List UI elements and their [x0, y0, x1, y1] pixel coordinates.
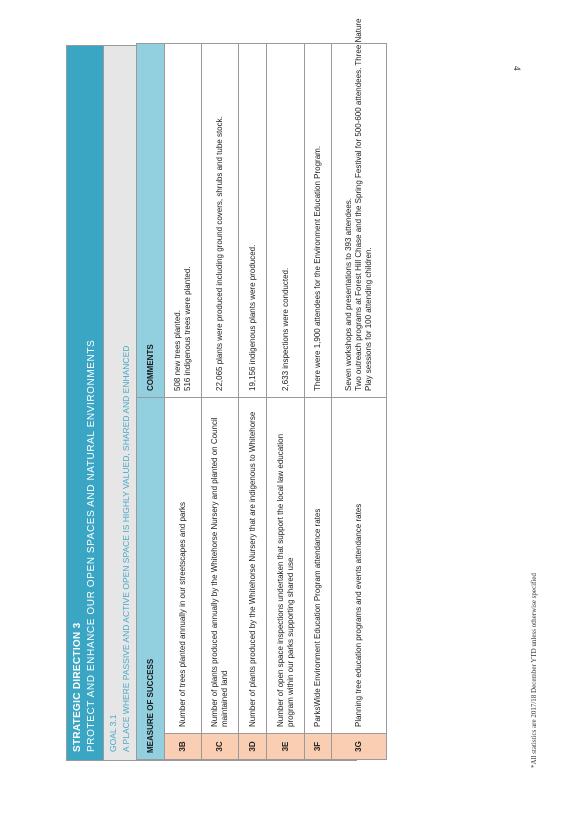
- comment-line: 516 indigenous trees were planted.: [183, 266, 192, 391]
- comment-line: 508 new trees planted.: [173, 310, 182, 391]
- strategic-direction-title: STRATEGIC DIRECTION 3: [72, 622, 83, 752]
- comment-line: Play sessions for 100 attending children.: [364, 247, 373, 391]
- table-row: [305, 43, 332, 759]
- table-row: [165, 43, 202, 759]
- page-number: 4: [512, 66, 522, 71]
- row-id: 3C: [202, 734, 239, 760]
- comment-line: 19,156 indigenous plants were produced.: [247, 244, 257, 391]
- goal-title: GOAL 3.1: [108, 714, 118, 752]
- table-row: [332, 43, 387, 759]
- row-id: 3E: [267, 734, 305, 760]
- header-comments: COMMENTS: [137, 43, 165, 397]
- row-comments: [267, 43, 305, 397]
- measures-table: [136, 18, 387, 760]
- row-measure: ParksWide Environment Education Program attendance rates: [305, 397, 332, 733]
- row-comments: [239, 43, 267, 397]
- statistics-footnote: *All statistics are 2017/18 December YTD unless otherwise specified: [530, 573, 538, 768]
- row-comments: [305, 43, 332, 397]
- row-comments: [202, 43, 239, 397]
- table-row: [239, 43, 267, 759]
- goal-subtitle: A PLACE WHERE PASSIVE AND ACTIVE OPEN SPACE IS HIGHLY VALUED, SHARED AND ENHANCED: [121, 345, 131, 752]
- row-measure: Number of plants produced by the Whitehorse Nursery that are indigenous to Whitehorse: [239, 397, 267, 733]
- row-measure: Number of trees planted annually in our streetscapes and parks: [165, 397, 202, 733]
- header-measure-of-success: MEASURE OF SUCCESS: [137, 397, 165, 759]
- goal-header: [103, 46, 136, 760]
- strategic-direction-table-panel: [66, 18, 373, 761]
- comment-line: Two outreach programs at Forest Hill Chase and the Spring Festival for 500-600 attendees. Three Nature: [354, 18, 363, 391]
- comment-line: Seven workshops and presentations to 393 attendees.: [344, 197, 353, 391]
- table-header-row: [137, 43, 165, 759]
- row-comments: [165, 43, 202, 397]
- row-id: 3F: [305, 734, 332, 760]
- row-id: 3D: [239, 734, 267, 760]
- row-measure: Number of plants produced annually by the Whitehorse Nursery and planted on Council maintained land: [202, 397, 239, 733]
- row-measure: Number of open space inspections undertaken that support the local law education program within our parks supporting shared use: [267, 397, 305, 733]
- comment-line: There were 1,900 attendees for the Environment Education Program.: [313, 145, 322, 391]
- row-comments: [332, 18, 387, 397]
- comment-line: 2,633 inspections were conducted.: [280, 267, 290, 391]
- table-row: [202, 43, 239, 759]
- row-id: 3B: [165, 734, 202, 760]
- row-id: 3G: [332, 734, 387, 760]
- strategic-direction-subtitle: PROTECT AND ENHANCE OUR OPEN SPACES AND NATURAL ENVIRONMENTS: [86, 339, 97, 752]
- table-row: [267, 43, 305, 759]
- row-measure: Planning tree education programs and events attendance rates: [332, 397, 387, 733]
- strategic-direction-header: [67, 46, 103, 760]
- comment-line: 22,065 plants were produced including ground covers, shrubs and tube stock.: [215, 116, 224, 391]
